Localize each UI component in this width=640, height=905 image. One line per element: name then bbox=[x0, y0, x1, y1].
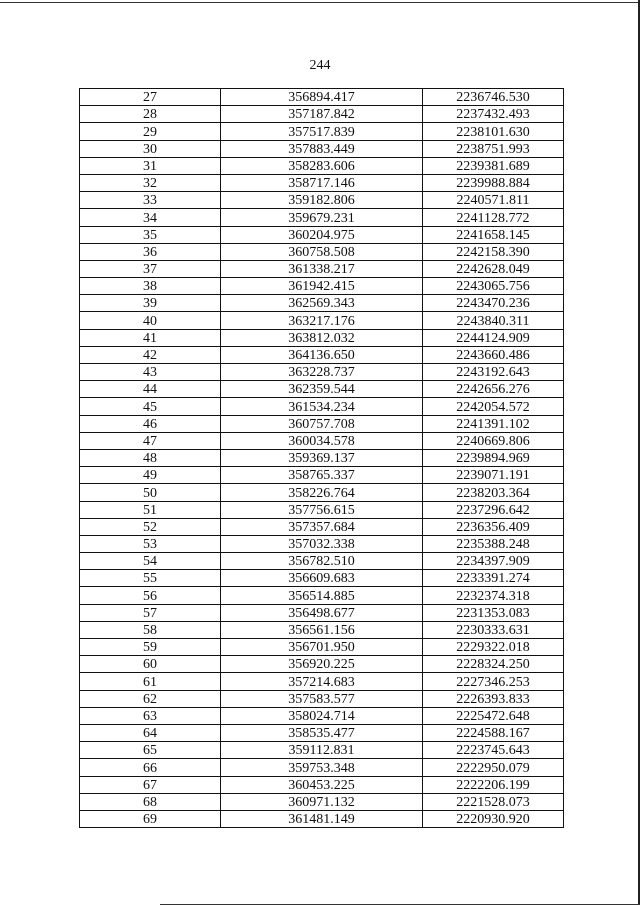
y-coordinate-cell: 2242628.049 bbox=[423, 260, 564, 277]
x-coordinate-cell: 361338.217 bbox=[221, 260, 423, 277]
point-number-cell: 48 bbox=[80, 449, 221, 466]
page-number: 244 bbox=[309, 58, 331, 73]
point-number-cell: 44 bbox=[80, 381, 221, 398]
point-number-cell: 45 bbox=[80, 398, 221, 415]
point-number-cell: 63 bbox=[80, 707, 221, 724]
point-number-cell: 66 bbox=[80, 759, 221, 776]
table-row bbox=[80, 484, 564, 501]
x-coordinate-cell: 358283.606 bbox=[221, 157, 423, 174]
point-number-cell: 41 bbox=[80, 329, 221, 346]
point-number-cell: 62 bbox=[80, 690, 221, 707]
x-coordinate-cell: 358717.146 bbox=[221, 174, 423, 191]
x-coordinate-cell: 361534.234 bbox=[221, 398, 423, 415]
y-coordinate-cell: 2237432.493 bbox=[423, 106, 564, 123]
point-number-cell: 34 bbox=[80, 209, 221, 226]
y-coordinate-cell: 2222950.079 bbox=[423, 759, 564, 776]
y-coordinate-cell: 2239988.884 bbox=[423, 174, 564, 191]
x-coordinate-cell: 363812.032 bbox=[221, 329, 423, 346]
point-number-cell: 42 bbox=[80, 346, 221, 363]
point-number-cell: 27 bbox=[80, 89, 221, 106]
y-coordinate-cell: 2226393.833 bbox=[423, 690, 564, 707]
y-coordinate-cell: 2231353.083 bbox=[423, 604, 564, 621]
point-number-cell: 47 bbox=[80, 432, 221, 449]
point-number-cell: 35 bbox=[80, 226, 221, 243]
x-coordinate-cell: 360971.132 bbox=[221, 793, 423, 810]
point-number-cell: 67 bbox=[80, 776, 221, 793]
table-row bbox=[80, 243, 564, 260]
x-coordinate-cell: 358535.477 bbox=[221, 724, 423, 741]
table-row bbox=[80, 432, 564, 449]
y-coordinate-cell: 2239894.969 bbox=[423, 449, 564, 466]
x-coordinate-cell: 364136.650 bbox=[221, 346, 423, 363]
y-coordinate-cell: 2243660.486 bbox=[423, 346, 564, 363]
table-row bbox=[80, 724, 564, 741]
y-coordinate-cell: 2241658.145 bbox=[423, 226, 564, 243]
point-number-cell: 55 bbox=[80, 570, 221, 587]
y-coordinate-cell: 2238751.993 bbox=[423, 140, 564, 157]
y-coordinate-cell: 2243065.756 bbox=[423, 278, 564, 295]
table-row bbox=[80, 673, 564, 690]
top-border-line bbox=[0, 2, 640, 3]
table-row bbox=[80, 793, 564, 810]
x-coordinate-cell: 357032.338 bbox=[221, 535, 423, 552]
table-row bbox=[80, 621, 564, 638]
x-coordinate-cell: 361481.149 bbox=[221, 810, 423, 827]
y-coordinate-cell: 2238203.364 bbox=[423, 484, 564, 501]
table-row bbox=[80, 656, 564, 673]
table-row bbox=[80, 742, 564, 759]
y-coordinate-cell: 2240669.806 bbox=[423, 432, 564, 449]
y-coordinate-cell: 2236356.409 bbox=[423, 518, 564, 535]
table-row bbox=[80, 759, 564, 776]
table-row bbox=[80, 192, 564, 209]
point-number-cell: 37 bbox=[80, 260, 221, 277]
table-row bbox=[80, 535, 564, 552]
table-row bbox=[80, 278, 564, 295]
table-row bbox=[80, 449, 564, 466]
table-row bbox=[80, 364, 564, 381]
point-number-cell: 40 bbox=[80, 312, 221, 329]
point-number-cell: 64 bbox=[80, 724, 221, 741]
table-row bbox=[80, 123, 564, 140]
y-coordinate-cell: 2243840.311 bbox=[423, 312, 564, 329]
x-coordinate-cell: 356561.156 bbox=[221, 621, 423, 638]
point-number-cell: 58 bbox=[80, 621, 221, 638]
x-coordinate-cell: 357517.839 bbox=[221, 123, 423, 140]
y-coordinate-cell: 2242158.390 bbox=[423, 243, 564, 260]
table-row bbox=[80, 776, 564, 793]
y-coordinate-cell: 2229322.018 bbox=[423, 639, 564, 656]
table-row bbox=[80, 295, 564, 312]
x-coordinate-cell: 360204.975 bbox=[221, 226, 423, 243]
y-coordinate-cell: 2239381.689 bbox=[423, 157, 564, 174]
y-coordinate-cell: 2243470.236 bbox=[423, 295, 564, 312]
point-number-cell: 52 bbox=[80, 518, 221, 535]
table-row bbox=[80, 346, 564, 363]
point-number-cell: 56 bbox=[80, 587, 221, 604]
x-coordinate-cell: 363228.737 bbox=[221, 364, 423, 381]
point-number-cell: 33 bbox=[80, 192, 221, 209]
table-row bbox=[80, 398, 564, 415]
point-number-cell: 30 bbox=[80, 140, 221, 157]
table-row bbox=[80, 707, 564, 724]
x-coordinate-cell: 356514.885 bbox=[221, 587, 423, 604]
point-number-cell: 68 bbox=[80, 793, 221, 810]
y-coordinate-cell: 2238101.630 bbox=[423, 123, 564, 140]
y-coordinate-cell: 2221528.073 bbox=[423, 793, 564, 810]
x-coordinate-cell: 357883.449 bbox=[221, 140, 423, 157]
table-row bbox=[80, 467, 564, 484]
point-number-cell: 50 bbox=[80, 484, 221, 501]
point-number-cell: 60 bbox=[80, 656, 221, 673]
x-coordinate-cell: 361942.415 bbox=[221, 278, 423, 295]
x-coordinate-cell: 363217.176 bbox=[221, 312, 423, 329]
x-coordinate-cell: 359369.137 bbox=[221, 449, 423, 466]
point-number-cell: 39 bbox=[80, 295, 221, 312]
x-coordinate-cell: 360034.578 bbox=[221, 432, 423, 449]
x-coordinate-cell: 362569.343 bbox=[221, 295, 423, 312]
table-row bbox=[80, 587, 564, 604]
point-number-cell: 61 bbox=[80, 673, 221, 690]
x-coordinate-cell: 356701.950 bbox=[221, 639, 423, 656]
table-row bbox=[80, 381, 564, 398]
y-coordinate-cell: 2237296.642 bbox=[423, 501, 564, 518]
y-coordinate-cell: 2228324.250 bbox=[423, 656, 564, 673]
x-coordinate-cell: 358765.337 bbox=[221, 467, 423, 484]
x-coordinate-cell: 356609.683 bbox=[221, 570, 423, 587]
table-row bbox=[80, 89, 564, 106]
x-coordinate-cell: 360758.508 bbox=[221, 243, 423, 260]
x-coordinate-cell: 356894.417 bbox=[221, 89, 423, 106]
y-coordinate-cell: 2240571.811 bbox=[423, 192, 564, 209]
y-coordinate-cell: 2241128.772 bbox=[423, 209, 564, 226]
table-row bbox=[80, 209, 564, 226]
table-row bbox=[80, 226, 564, 243]
y-coordinate-cell: 2239071.191 bbox=[423, 467, 564, 484]
coordinates-table bbox=[79, 88, 564, 828]
point-number-cell: 54 bbox=[80, 553, 221, 570]
x-coordinate-cell: 357583.577 bbox=[221, 690, 423, 707]
x-coordinate-cell: 359753.348 bbox=[221, 759, 423, 776]
table-row bbox=[80, 329, 564, 346]
point-number-cell: 46 bbox=[80, 415, 221, 432]
point-number-cell: 43 bbox=[80, 364, 221, 381]
x-coordinate-cell: 359112.831 bbox=[221, 742, 423, 759]
y-coordinate-cell: 2232374.318 bbox=[423, 587, 564, 604]
table-row bbox=[80, 106, 564, 123]
table-row bbox=[80, 810, 564, 827]
table-row bbox=[80, 140, 564, 157]
point-number-cell: 36 bbox=[80, 243, 221, 260]
y-coordinate-cell: 2224588.167 bbox=[423, 724, 564, 741]
y-coordinate-cell: 2244124.909 bbox=[423, 329, 564, 346]
x-coordinate-cell: 358024.714 bbox=[221, 707, 423, 724]
table-row bbox=[80, 570, 564, 587]
table-row bbox=[80, 312, 564, 329]
y-coordinate-cell: 2233391.274 bbox=[423, 570, 564, 587]
y-coordinate-cell: 2227346.253 bbox=[423, 673, 564, 690]
y-coordinate-cell: 2243192.643 bbox=[423, 364, 564, 381]
table-row bbox=[80, 518, 564, 535]
point-number-cell: 38 bbox=[80, 278, 221, 295]
point-number-cell: 31 bbox=[80, 157, 221, 174]
table-row bbox=[80, 604, 564, 621]
table-row bbox=[80, 639, 564, 656]
y-coordinate-cell: 2241391.102 bbox=[423, 415, 564, 432]
x-coordinate-cell: 357214.683 bbox=[221, 673, 423, 690]
x-coordinate-cell: 357357.684 bbox=[221, 518, 423, 535]
point-number-cell: 57 bbox=[80, 604, 221, 621]
table-row bbox=[80, 690, 564, 707]
x-coordinate-cell: 360757.708 bbox=[221, 415, 423, 432]
coordinates-table-body bbox=[80, 89, 564, 828]
x-coordinate-cell: 359679.231 bbox=[221, 209, 423, 226]
y-coordinate-cell: 2220930.920 bbox=[423, 810, 564, 827]
y-coordinate-cell: 2234397.909 bbox=[423, 553, 564, 570]
y-coordinate-cell: 2223745.643 bbox=[423, 742, 564, 759]
x-coordinate-cell: 356920.225 bbox=[221, 656, 423, 673]
point-number-cell: 28 bbox=[80, 106, 221, 123]
x-coordinate-cell: 359182.806 bbox=[221, 192, 423, 209]
point-number-cell: 53 bbox=[80, 535, 221, 552]
point-number-cell: 69 bbox=[80, 810, 221, 827]
point-number-cell: 65 bbox=[80, 742, 221, 759]
y-coordinate-cell: 2242054.572 bbox=[423, 398, 564, 415]
x-coordinate-cell: 357756.615 bbox=[221, 501, 423, 518]
table-row bbox=[80, 174, 564, 191]
y-coordinate-cell: 2225472.648 bbox=[423, 707, 564, 724]
point-number-cell: 32 bbox=[80, 174, 221, 191]
y-coordinate-cell: 2242656.276 bbox=[423, 381, 564, 398]
x-coordinate-cell: 358226.764 bbox=[221, 484, 423, 501]
x-coordinate-cell: 356782.510 bbox=[221, 553, 423, 570]
table-row bbox=[80, 553, 564, 570]
y-coordinate-cell: 2235388.248 bbox=[423, 535, 564, 552]
table-row bbox=[80, 501, 564, 518]
point-number-cell: 51 bbox=[80, 501, 221, 518]
x-coordinate-cell: 357187.842 bbox=[221, 106, 423, 123]
y-coordinate-cell: 2222206.199 bbox=[423, 776, 564, 793]
table-row bbox=[80, 415, 564, 432]
y-coordinate-cell: 2236746.530 bbox=[423, 89, 564, 106]
point-number-cell: 49 bbox=[80, 467, 221, 484]
point-number-cell: 29 bbox=[80, 123, 221, 140]
x-coordinate-cell: 360453.225 bbox=[221, 776, 423, 793]
y-coordinate-cell: 2230333.631 bbox=[423, 621, 564, 638]
x-coordinate-cell: 356498.677 bbox=[221, 604, 423, 621]
table-row bbox=[80, 157, 564, 174]
x-coordinate-cell: 362359.544 bbox=[221, 381, 423, 398]
point-number-cell: 59 bbox=[80, 639, 221, 656]
table-row bbox=[80, 260, 564, 277]
